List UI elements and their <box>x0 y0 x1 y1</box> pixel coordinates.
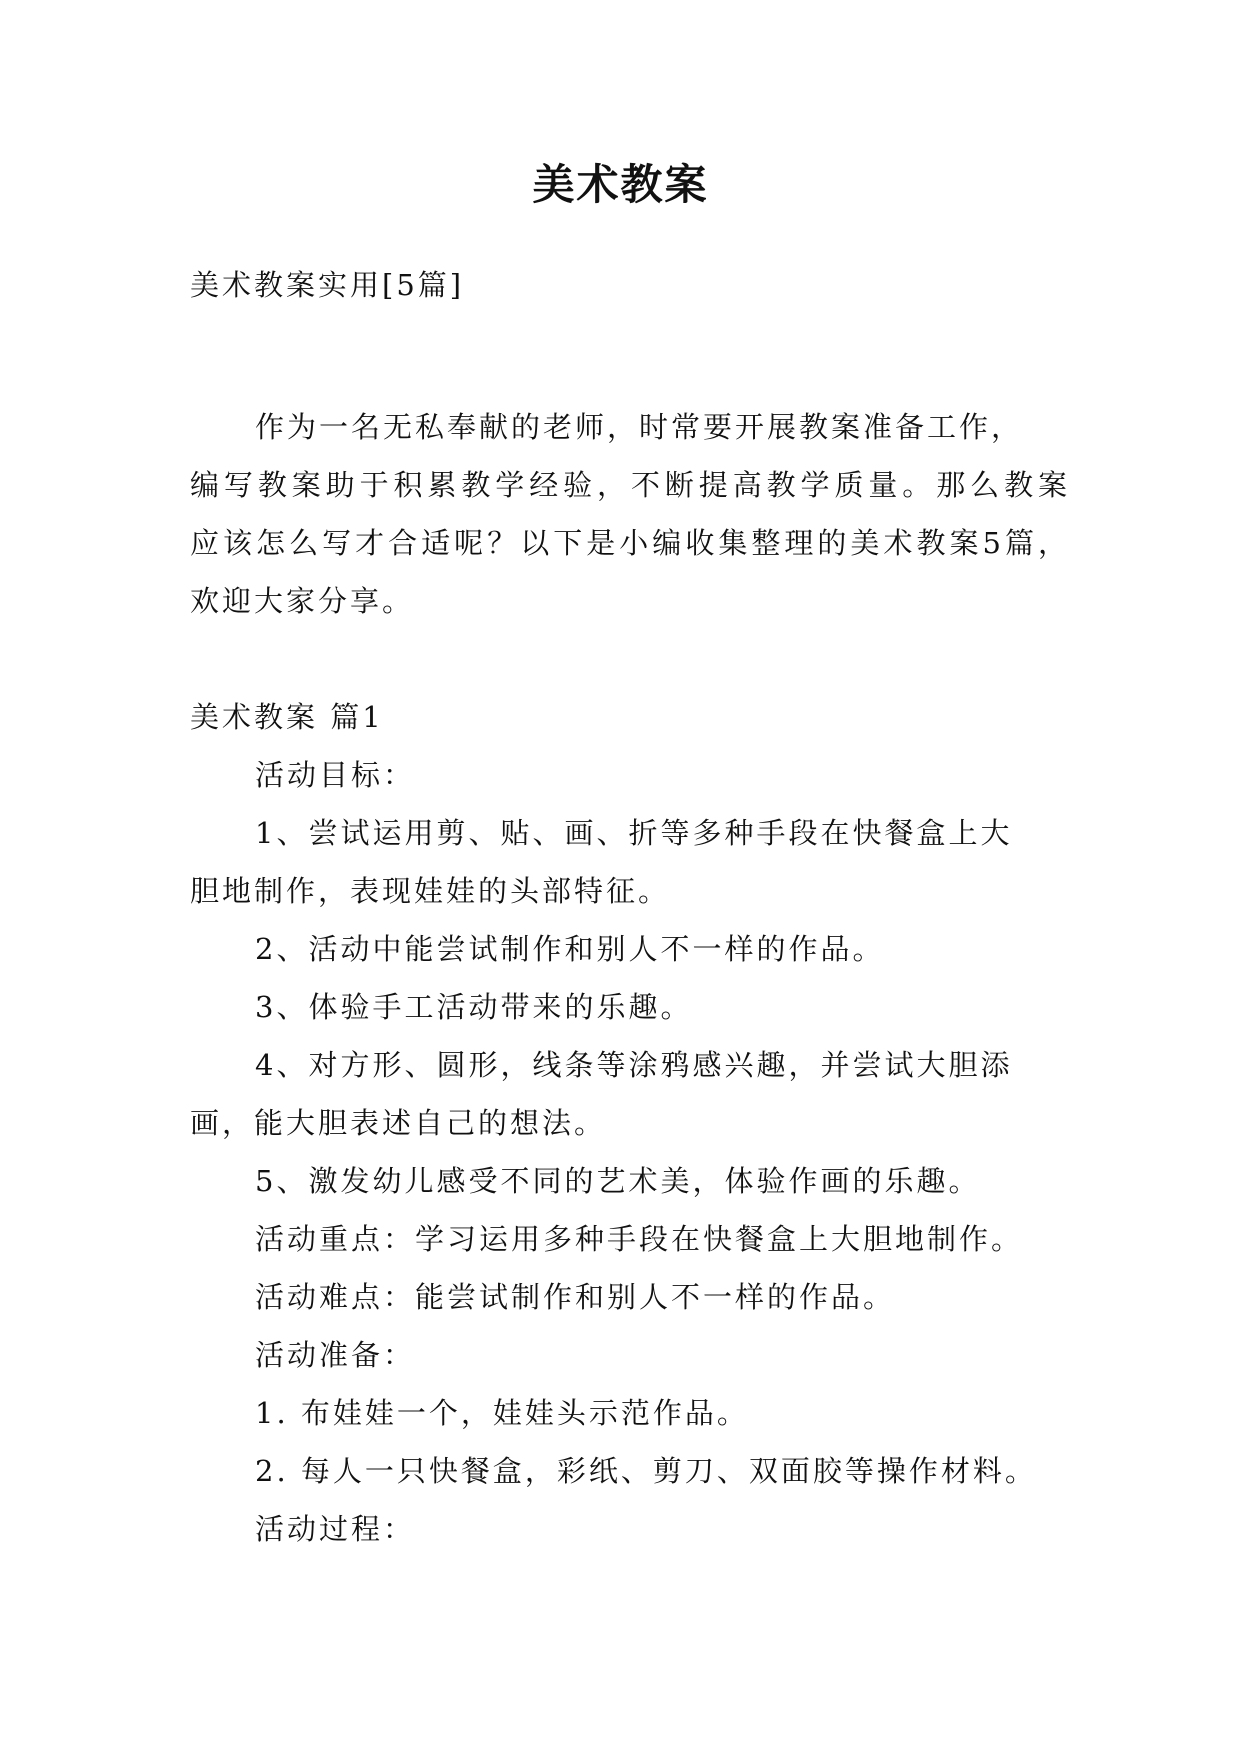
goal-line-1: 1、尝试运用剪、贴、画、折等多种手段在快餐盒上大 <box>255 816 1013 850</box>
goal-line-2: 胆地制作，表现娃娃的头部特征。 <box>190 874 671 908</box>
process-label: 活动过程： <box>255 1512 416 1546</box>
prep-line-2: 2. 每人一只快餐盒，彩纸、剪刀、双面胶等操作材料。 <box>255 1454 1037 1488</box>
document-title: 美术教案 <box>532 160 709 209</box>
goal-line-5: 4、对方形、圆形，线条等涂鸦感兴趣，并尝试大胆添 <box>255 1048 1013 1082</box>
intro-line-3: 应该怎么写才合适呢？以下是小编收集整理的美术教案5篇， <box>190 526 1070 560</box>
goal-line-3: 2、活动中能尝试制作和别人不一样的作品。 <box>255 932 885 966</box>
goal-line-7: 5、激发幼儿感受不同的艺术美，体验作画的乐趣。 <box>255 1164 981 1198</box>
intro-line-1: 作为一名无私奉献的老师，时常要开展教案准备工作， <box>255 410 1024 444</box>
document-subtitle: 美术教案实用[5篇] <box>190 268 465 302</box>
difficulty: 活动难点：能尝试制作和别人不一样的作品。 <box>255 1280 896 1314</box>
intro-line-4: 欢迎大家分享。 <box>190 584 415 618</box>
prep-line-1: 1. 布娃娃一个，娃娃头示范作品。 <box>255 1396 749 1430</box>
goal-line-6: 画，能大胆表述自己的想法。 <box>190 1106 607 1140</box>
goal-line-4: 3、体验手工活动带来的乐趣。 <box>255 990 693 1024</box>
section-heading: 美术教案 篇1 <box>190 700 384 734</box>
key-point: 活动重点：学习运用多种手段在快餐盒上大胆地制作。 <box>255 1222 1024 1256</box>
goals-label: 活动目标： <box>255 758 416 792</box>
prep-label: 活动准备： <box>255 1338 416 1372</box>
intro-line-2: 编写教案助于积累教学经验，不断提高教学质量。那么教案 <box>190 468 1070 502</box>
